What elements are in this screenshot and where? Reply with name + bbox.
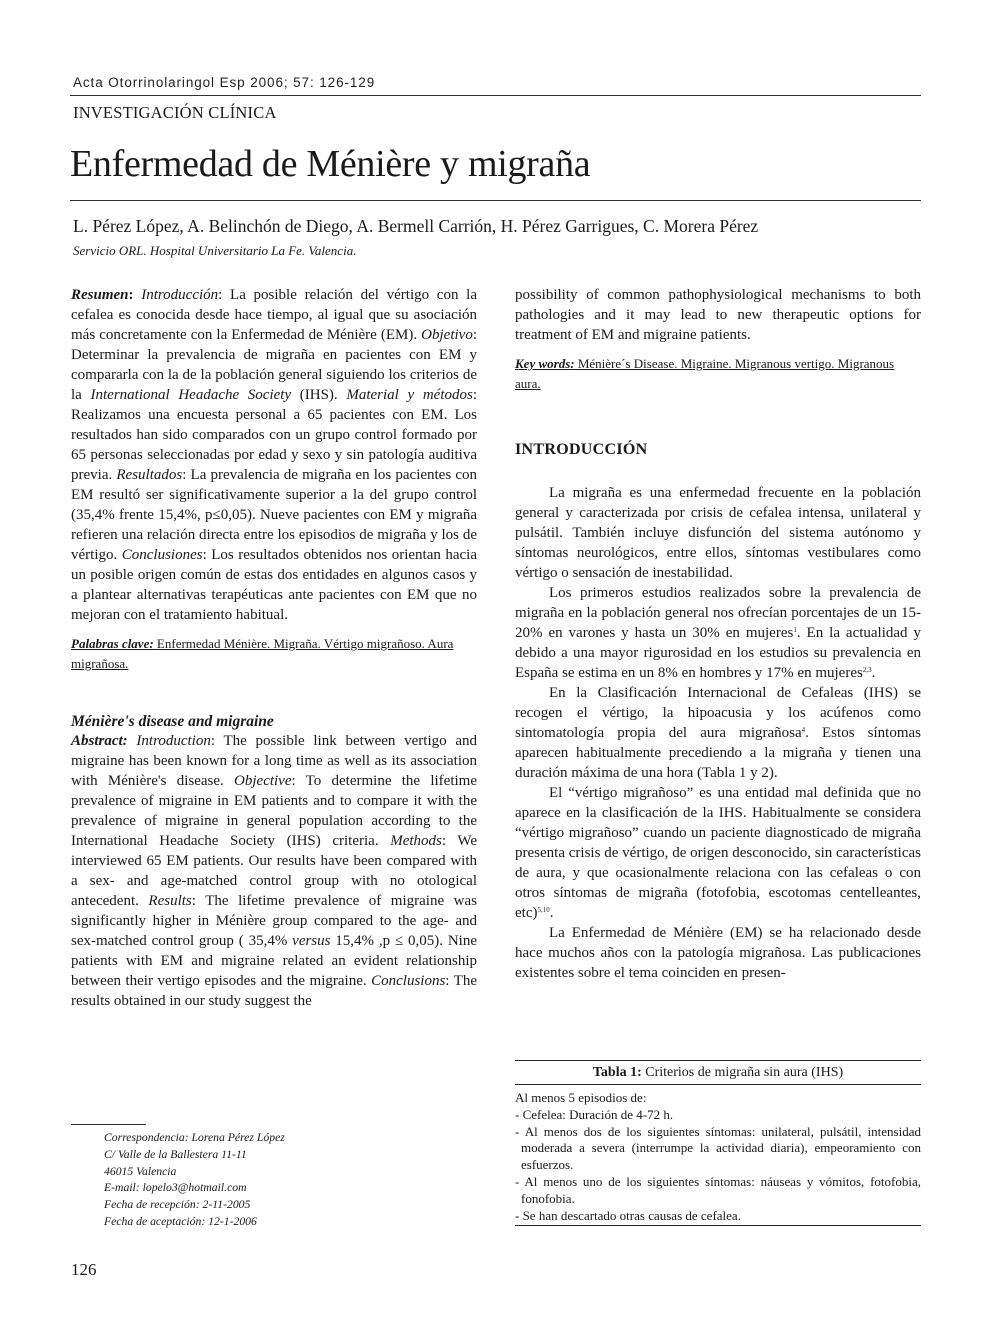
correspondence-line: Fecha de recepción: 2-11-2005: [104, 1198, 251, 1212]
conclusiones-label: Conclusiones: [121, 547, 203, 563]
correspondence-line: 46015 Valencia: [104, 1164, 177, 1178]
intro-paragraph-1: La migraña es una enfermedad frecuente en la población general y caracterizada por crisis de cefalea intensa, unilateral y pulsátil. También incluye disfunción del sistema autónomo y síntomas neurológicos, entre ellos, síntomas vestibulares como vértigo o sensación de inestabilidad.: [515, 485, 921, 581]
introduction-text: : The possible link between vertigo and migraine has been known for a long time as well as its association with Ménière's disease.: [71, 733, 478, 789]
objective-label: Objective: [234, 773, 292, 789]
correspondence-line: Correspondencia: Lorena Pérez López: [104, 1131, 285, 1144]
intro-text: : La posible relación del vértigo con la cefalea es conocida desde hace tiempo, al igual que su asociación más concretamente con la Enfermedad de Ménière (EM).: [71, 287, 477, 343]
intro-paragraph-2: [515, 583, 921, 683]
authors: L. Pérez López, A. Belinchón de Diego, A. Bermell Carrión, H. Pérez Garrigues, C. Morera Pérez: [73, 216, 759, 236]
page-number: 126: [71, 1260, 97, 1279]
conclusions-text: : The results obtained in our study suggest the: [71, 973, 478, 1009]
abstract-label: Abstract:: [71, 733, 128, 749]
intro-paragraph-4: [515, 783, 921, 923]
table-row: - Al menos uno de los siguientes síntomas: náuseas y vómitos, fotofobia, fonofobia.: [515, 1173, 921, 1206]
table-bottom-rule: [515, 1225, 921, 1226]
p4-text-b: .: [549, 905, 554, 921]
objective-text: : To determine the lifetime prevalence of migraine in EM patients and to compare it with the prevalence of migraine in general population according to the International Headache Society (IHS) criteria.: [71, 773, 477, 849]
resultados-label: Resultados: [116, 467, 183, 483]
affiliation: Servicio ORL. Hospital Universitario La Fe. Valencia.: [73, 243, 357, 258]
palabras-clave-label: Palabras clave:: [71, 636, 154, 651]
abstract-paragraph: [71, 731, 477, 1011]
table-caption-label: Tabla 1:: [592, 1065, 642, 1080]
correspondence-line: C/ Valle de la Ballestera 11-11: [104, 1147, 247, 1161]
right-column: [515, 285, 921, 983]
metodos-label: Material y métodos: [346, 387, 473, 403]
objetivo-label: Objetivo: [421, 327, 473, 343]
correspondence-line: E-mail: lopelo3@hotmail.com: [104, 1181, 247, 1195]
versus-word: versus: [292, 933, 331, 949]
left-column: [71, 285, 477, 1011]
objetivo-text: : Determinar la prevalencia de migraña en pacientes con EM y compararla con la de la población general siguiendo los criterios de la: [71, 327, 477, 403]
p2-text-c: .: [871, 665, 876, 681]
table-body: [515, 1085, 921, 1224]
reference-mark: 4: [801, 726, 806, 734]
resumen-paragraph: Resumen: Introducción: La posible relación del vértigo con la cefalea es conocida desde hace tiempo, al igual que su asociación más concretamente con la Enfermedad de Ménière (EM). Objetivo: Determinar la prevalencia de migraña en pacientes con EM y compararla con la de la población general siguiendo los criterios de la International Headache Society (IHS). Material y métodos: Realizamos una encuesta personal a 65 pacientes con EM. Los resultados han sido comparados con un grupo control formado por 65 personas seleccionadas por edad y sexo y sin patología auditiva previa. Resultados: La prevalencia de migraña en los pacientes con EM resultó ser significativamente superior a la del grupo control (35,4% frente 15,4%, p≤0,05). Nueve pacientes con EM y migraña refieren una relación directa entre los episodios de migraña y los de vértigo. Conclusiones: Los resultados obtenidos nos orientan hacia un posible origen común de estas dos entidades en algunos casos y a plantear alternativas terapéuticas ante pacientes con EM que no mejoran con el tratamiento habitual.: [71, 287, 478, 623]
table-caption-text: Criterios de migraña sin aura (IHS): [641, 1065, 844, 1080]
correspondence-line: Fecha de aceptación: 12-1-2006: [104, 1214, 257, 1228]
abstract-continuation: possibility of common pathophysiological mechanisms to both pathologies and it may lead to new therapeutic options for treatment of EM and migraine patients.: [515, 287, 921, 343]
table-caption: [515, 1061, 921, 1084]
correspondence-block: [104, 1130, 285, 1231]
table-row: Al menos 5 episodios de:: [515, 1090, 647, 1105]
table-1: [515, 1060, 921, 1226]
results-text-b: 15,4% ,p ≤ 0,05). Nine patients with EM and migraine related an evident relationship between their vertigo episodes and the migraine.: [71, 933, 477, 989]
palabras-clave-text: Enfermedad Ménière. Migraña. Vértigo migrañoso. Aura migrañosa.: [71, 636, 454, 671]
key-words-label: Key words:: [515, 356, 575, 371]
reference-mark: 5,10: [537, 906, 550, 914]
reference-mark: 2,3: [862, 666, 872, 674]
p2-text-b: . En la actualidad y debido a una mayor rigurosidad en los estudios su prevalencia en España se estima en un 8% en hombres y 17% en mujeres: [515, 625, 922, 681]
english-title: Ménière's disease and migraine: [71, 713, 274, 730]
footnote-rule: [71, 1124, 146, 1125]
resumen-label: Resumen: [71, 287, 129, 303]
section-label: INVESTIGACIÓN CLÍNICA: [73, 103, 277, 122]
methods-label: Methods: [390, 833, 442, 849]
results-label: Results: [148, 893, 192, 909]
conclusiones-text: : Los resultados obtenidos nos orientan hacia un posible origen común de estas dos entidades en algunos casos y a plantear alternativas terapéuticas ante pacientes con EM que no mejoran con el tratamiento habitual.: [71, 547, 477, 623]
methods-text: : We interviewed 65 EM patients. Our results have been compared with a sex- and age-matched control group with no otological antecedent.: [71, 833, 478, 909]
intro-paragraph-5: La Enfermedad de Ménière (EM) se ha relacionado desde hace muchos años con la patología migrañosa. Las publicaciones existentes sobre el tema coinciden en presen-: [515, 925, 921, 981]
header-rule: [70, 95, 921, 96]
article-title: Enfermedad de Ménière y migraña: [70, 143, 591, 185]
introduccion-heading: INTRODUCCIÓN: [515, 441, 648, 458]
metodos-text: : Realizamos una encuesta personal a 65 pacientes con EM. Los resultados han sido comparados con un grupo control formado por 65 personas seleccionadas por edad y sexo y sin patología auditiva previa.: [71, 387, 478, 483]
reference-mark: 1: [793, 626, 797, 634]
palabras-clave: [71, 634, 477, 674]
p2-text: Los primeros estudios realizados sobre la prevalencia de migraña en la población general nos ofrecían porcentajes de un 15-20% en varones y hasta un 30% en mujeres: [515, 585, 921, 641]
results-text: : The lifetime prevalence of migraine was significantly higher in Ménière group compared to the age- and sex-matched control group ( 35,4%: [71, 893, 477, 949]
intro-label: Introducción: [141, 287, 219, 303]
ihs-name: International Headache Society: [90, 387, 292, 403]
resultados-text: : La prevalencia de migraña en los pacientes con EM resultó ser significativamente superior a la del grupo control (35,4% frente 15,4%, p≤0,05). Nueve pacientes con EM y migraña refieren una relación directa entre los episodios de migraña y los de vértigo.: [71, 467, 477, 563]
p3-text: En la Clasificación Internacional de Cefaleas (IHS) se recogen el vértigo, la hipoacusia y los acúfenos como sintomatología propia del aura migrañosa: [515, 685, 921, 741]
intro-paragraph-3: [515, 683, 921, 783]
journal-citation: Acta Otorrinolaringol Esp 2006; 57: 126-129: [73, 75, 376, 90]
conclusions-label: Conclusions: [371, 973, 446, 989]
table-row: - Se han descartado otras causas de cefalea.: [515, 1207, 741, 1223]
p4-text: El “vértigo migrañoso” es una entidad mal definida que no aparece en la clasificación de la IHS. Habitualmente se considera “vértigo migrañoso” cuando un paciente diagnosticado de migraña presenta crisis de vértigo, de origen desconocido, sin características de aura, y que ocasionalmente relaciona con las cefaleas o con otros síntomas de migraña (fotofobia, escotomas centelleantes, etc): [515, 785, 921, 921]
table-row: - Al menos dos de los siguientes síntomas: unilateral, pulsátil, intensidad moderada a severa (interrumpe la actividad diaria), empeoramiento con esfuerzos.: [515, 1123, 921, 1173]
introduction-label: Introduction: [136, 733, 211, 749]
table-row: - Cefelea: Duración de 4-72 h.: [515, 1106, 674, 1122]
p3-text-b: . Estos síntomas aparecen habitualmente precediendo a la migraña y tienen una duración máxima de una hora (Tabla 1 y 2).: [515, 725, 921, 781]
objetivo-text-b: (IHS).: [291, 387, 347, 403]
key-words: [515, 354, 921, 394]
title-rule: [70, 200, 921, 201]
key-words-text: Ménière´s Disease. Migraine. Migranous vertigo. Migranous aura.: [515, 356, 895, 391]
